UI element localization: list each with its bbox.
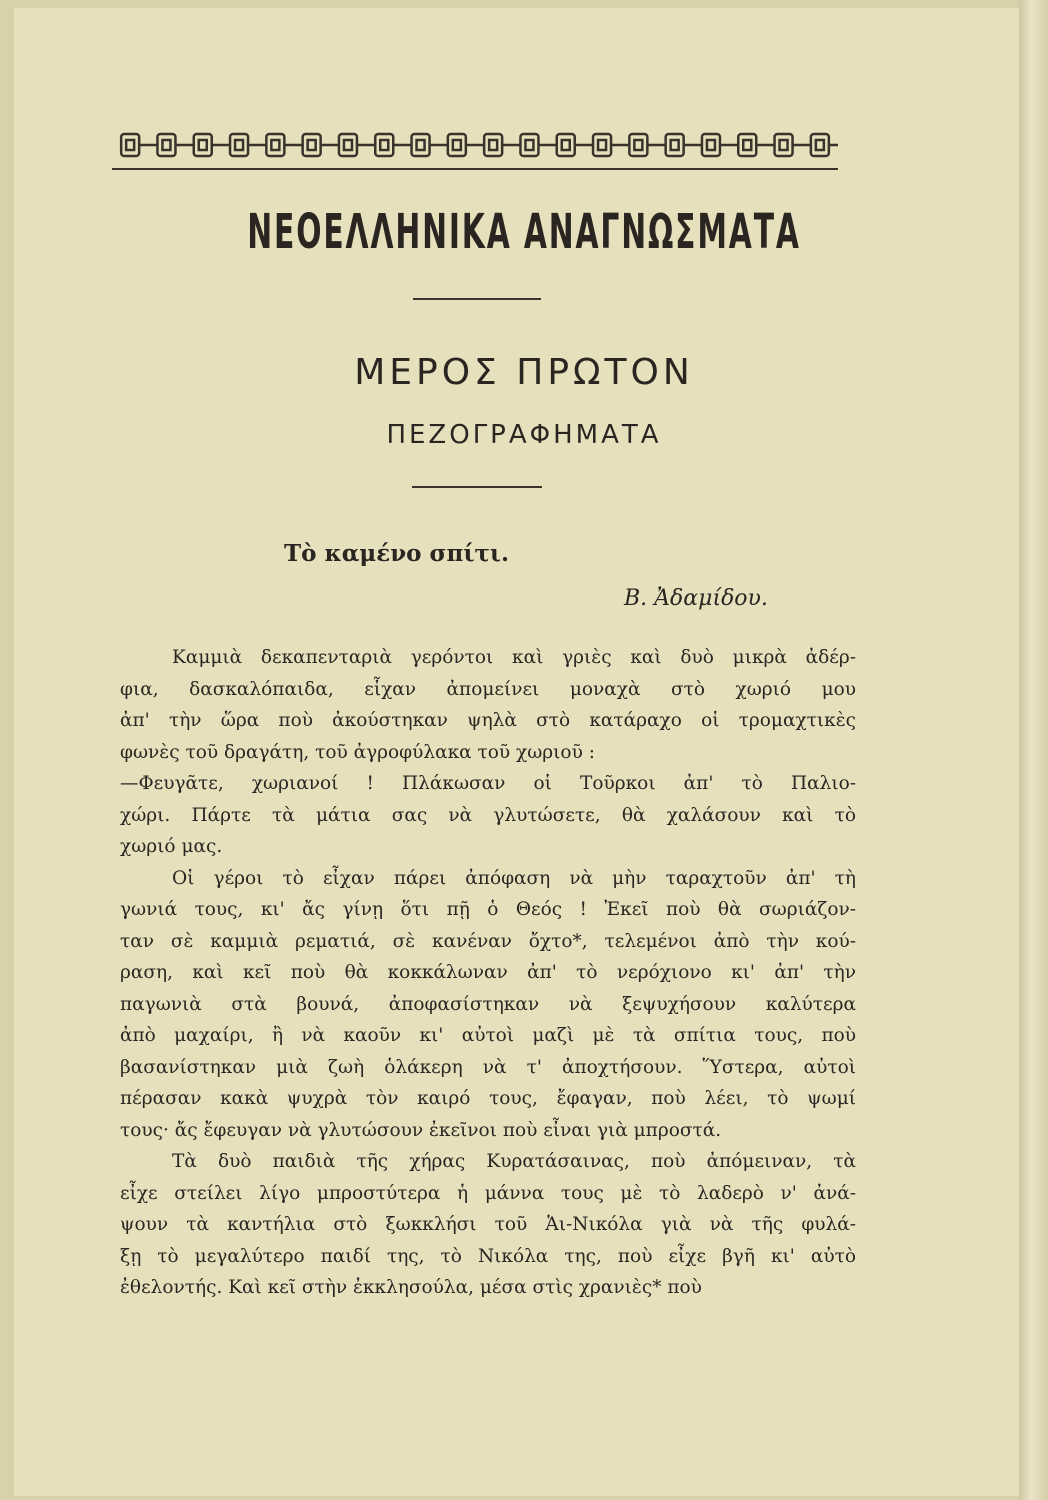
section-title: ΠΕΖΟΓΡΑΦΗΜΑΤΑ <box>386 420 662 450</box>
decorative-ornament-border <box>112 130 838 160</box>
divider-rule <box>412 486 542 488</box>
text-line: Τὰ δυὸ παιδιὰ τῆς χήρας Κυρατάσαινας, ποὺ ἀπόμειναν, τὰ <box>172 1151 856 1172</box>
text-line: χώρι. Πάρτε τὰ μάτια σας νὰ γλυτώσετε, θὰ χαλάσουν καὶ τὸ <box>120 804 856 826</box>
ornament-rule <box>112 168 838 170</box>
text-line: ἐθελοντής. Καὶ κεῖ στὴν ἐκκλησούλα, μέσα στὶς χρανιὲς* ποὺ <box>120 1277 702 1298</box>
body-text <box>120 642 856 1304</box>
text-line: ραση, καὶ κεῖ ποὺ θὰ κοκκάλωναν ἀπ' τὸ νερόχιονο κι' ἀπ' τὴν <box>120 962 856 983</box>
text-line: εἶχε στείλει λίγο μπροστύτερα ἡ μάννα τους μὲ τὸ λαδερὸ ν' ἀνά- <box>120 1182 856 1204</box>
text-line: γωνιά τους, κι' ἄς γίνῃ ὅτι πῇ ὁ Θεός ! Ἐκεῖ ποὺ θὰ σωριάζον- <box>120 899 856 920</box>
text-line: —Φευγᾶτε, χωριανοί ! Πλάκωσαν οἱ Τοῦρκοι ἀπ' τὸ Παλιο- <box>120 773 856 794</box>
text-line: φια, δασκαλόπαιδα, εἶχαν ἀπομείνει μοναχὰ στὸ χωριό μου <box>120 678 856 700</box>
text-line: ἀπ' τὴν ὥρα ποὺ ἀκούστηκαν ψηλὰ στὸ κατάραχο οἱ τρομαχτικὲς <box>120 710 856 731</box>
story-title: Τὸ καμένο σπίτι. <box>284 540 510 567</box>
text-line: βασανίστηκαν μιὰ ζωὴ ὁλάκερη νὰ τ' ἀποχτήσουν. Ὕστερα, αὐτοὶ <box>120 1056 856 1078</box>
text-line: ταν σὲ καμμιὰ ρεματιά, σὲ κανέναν ὄχτο*, τελεμένοι ἀπὸ τὴν κού- <box>120 930 856 952</box>
part-title: ΜΕΡΟΣ ΠΡΩΤΟΝ <box>354 352 694 393</box>
divider-rule <box>413 298 541 300</box>
text-line: ψουν τὰ καντήλια στὸ ξωκκλήσι τοῦ Ἁι-Νικόλα γιὰ νὰ τῆς φυλά- <box>120 1214 856 1235</box>
text-line: παγωνιὰ στὰ βουνά, ἀποφασίστηκαν νὰ ξεψυχήσουν καλύτερα <box>120 993 856 1015</box>
text-line: πέρασαν κακὰ ψυχρὰ τὸν καιρό τους, ἔφαγαν, ποὺ λέει, τὸ ψωμί <box>120 1088 856 1109</box>
page-edge <box>1019 0 1048 1500</box>
text-line: φωνὲς τοῦ δραγάτη, τοῦ ἀγροφύλακα τοῦ χωριοῦ : <box>120 741 595 763</box>
text-line: ἀπὸ μαχαίρι, ἢ νὰ καοῦν κι' αὐτοὶ μαζὶ μὲ τὰ σπίτια τους, ποὺ <box>120 1025 856 1046</box>
text-line: ξῃ τὸ μεγαλύτερο παιδί της, τὸ Νικόλα της, ποὺ εἶχε βγῆ κι' αὐτὸ <box>120 1245 856 1267</box>
main-title: ΝΕΟΕΛΛΗΝΙΚΑ ΑΝΑΓΝΩΣΜΑΤΑ <box>247 204 801 260</box>
text-line: Οἱ γέροι τὸ εἶχαν πάρει ἀπόφαση νὰ μὴν ταραχτοῦν ἀπ' τὴ <box>172 867 856 889</box>
story-author: Β. Ἀδαμίδου. <box>624 586 768 611</box>
text-line: τους· ἄς ἔφευγαν νὰ γλυτώσουν ἐκεῖνοι ποὺ εἶναι γιὰ μπροστά. <box>120 1119 722 1141</box>
text-line: χωριό μας. <box>120 836 223 857</box>
text-line: Καμμιὰ δεκαπενταριὰ γερόντοι καὶ γριὲς καὶ δυὸ μικρὰ ἀδέρ- <box>172 647 856 668</box>
